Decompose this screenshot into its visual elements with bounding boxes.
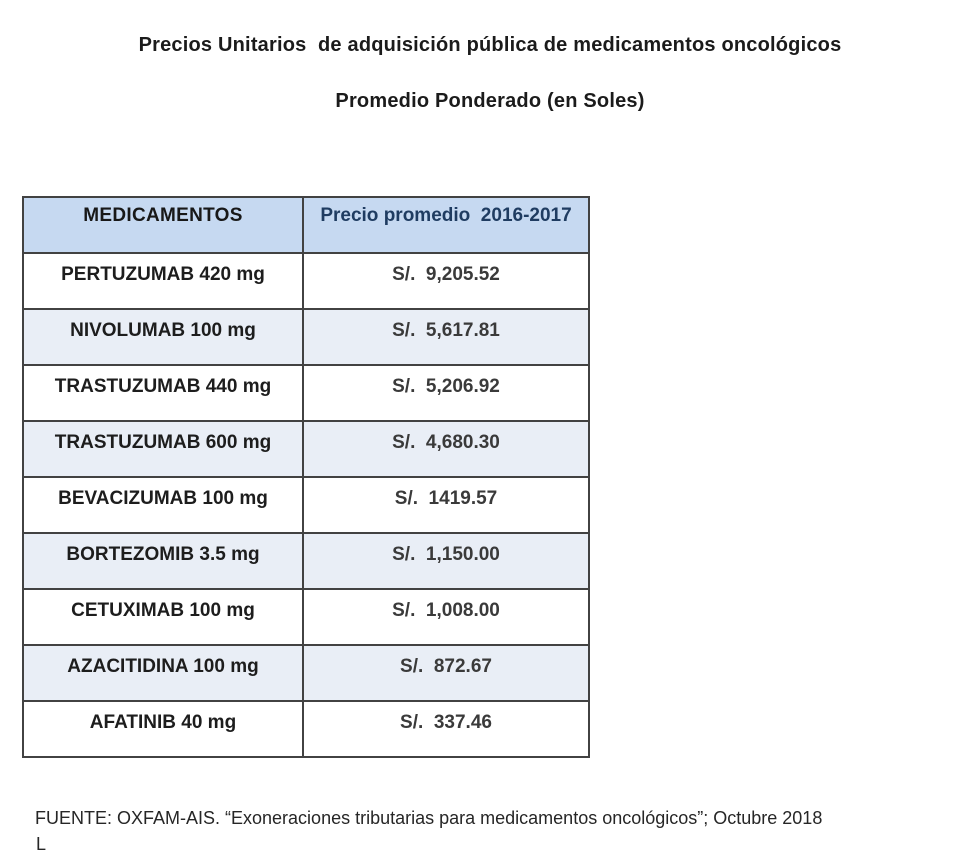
header-row bbox=[23, 197, 589, 253]
price-cell: S/. 1,150.00 bbox=[303, 533, 589, 589]
table-row bbox=[23, 421, 589, 477]
price-cell: S/. 9,205.52 bbox=[303, 253, 589, 309]
table-row bbox=[23, 645, 589, 701]
col-header-medicamentos: MEDICAMENTOS bbox=[23, 197, 303, 253]
price-cell: S/. 4,680.30 bbox=[303, 421, 589, 477]
table-row bbox=[23, 701, 589, 757]
medication-cell: PERTUZUMAB 420 mg bbox=[23, 253, 303, 309]
table-row bbox=[23, 309, 589, 365]
medication-cell: TRASTUZUMAB 600 mg bbox=[23, 421, 303, 477]
price-cell: S/. 872.67 bbox=[303, 645, 589, 701]
price-cell: S/. 1419.57 bbox=[303, 477, 589, 533]
price-cell: S/. 337.46 bbox=[303, 701, 589, 757]
medication-cell: CETUXIMAB 100 mg bbox=[23, 589, 303, 645]
source-note: FUENTE: OXFAM-AIS. “Exoneraciones tributarias para medicamentos oncológicos”; Octubre 2018 bbox=[35, 808, 823, 828]
price-table-header bbox=[23, 197, 589, 253]
medication-cell: AFATINIB 40 mg bbox=[23, 701, 303, 757]
price-cell: S/. 1,008.00 bbox=[303, 589, 589, 645]
table-row bbox=[23, 533, 589, 589]
price-table bbox=[22, 196, 590, 758]
table-row bbox=[23, 253, 589, 309]
price-cell: S/. 5,617.81 bbox=[303, 309, 589, 365]
table-row bbox=[23, 365, 589, 421]
medication-cell: TRASTUZUMAB 440 mg bbox=[23, 365, 303, 421]
medication-cell: AZACITIDINA 100 mg bbox=[23, 645, 303, 701]
medication-cell: BEVACIZUMAB 100 mg bbox=[23, 477, 303, 533]
price-cell: S/. 5,206.92 bbox=[303, 365, 589, 421]
price-table-body bbox=[23, 253, 589, 757]
page-title-line-2: Promedio Ponderado (en Soles) bbox=[335, 90, 645, 112]
col-header-precio-promedio: Precio promedio 2016-2017 bbox=[303, 197, 589, 253]
medication-cell: NIVOLUMAB 100 mg bbox=[23, 309, 303, 365]
page-title-line-1: Precios Unitarios de adquisición pública de medicamentos oncológicos bbox=[138, 34, 842, 56]
table-row bbox=[23, 589, 589, 645]
table-row bbox=[23, 477, 589, 533]
clipped-next-line-text: L bbox=[36, 834, 47, 854]
medication-cell: BORTEZOMIB 3.5 mg bbox=[23, 533, 303, 589]
